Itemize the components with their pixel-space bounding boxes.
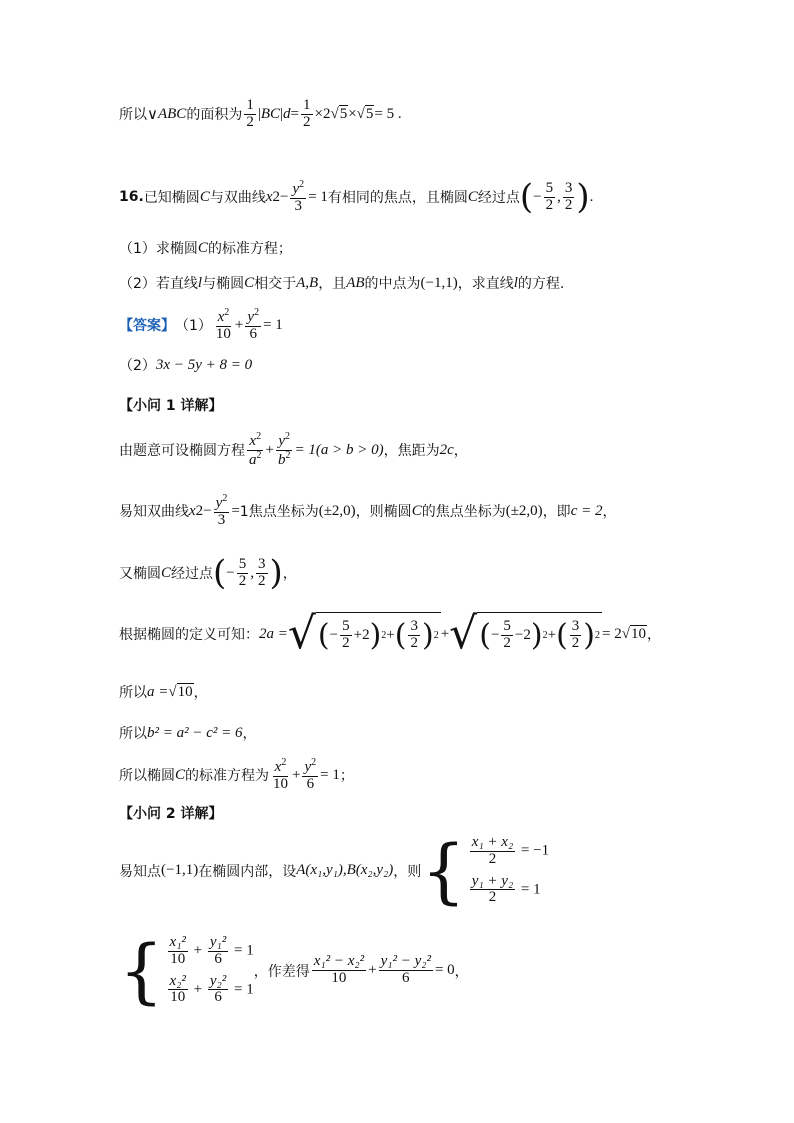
text: 易知双曲线 <box>119 504 189 521</box>
system-of-equations: { $\frac{\text{x₁²}}{10}$ + $\frac{\text{y₁²}}{6}$ = 1 $\frac{\text{x₂²}}{10}$ + $\frac{\text{y₂²}}{6}$ = 1 <box>119 929 254 1012</box>
text: ， <box>242 726 257 742</box>
text: 的焦点坐标为 <box>421 504 506 521</box>
text: = 0 <box>434 962 455 978</box>
text: = <box>290 105 299 122</box>
sub-question-2 <box>119 273 564 293</box>
text: 经过点 <box>477 190 520 207</box>
math-var: 2c <box>439 441 454 458</box>
math-var: l <box>513 274 518 291</box>
detail1-line1: 由题意可设椭圆方程 $\frac{x^2}{a^2}$ + $\frac{y^2}{b^2}$ = 1(a > b > 0) ，焦距为 2c ， <box>119 431 468 468</box>
text: 的标准方程； <box>207 241 292 257</box>
detail1-header <box>119 395 223 415</box>
fraction: $\frac{5}{2}$ <box>238 555 247 589</box>
math-var: A(x₁,y₁),B(x₂,y₂) <box>296 862 394 878</box>
text: （2） <box>119 358 156 374</box>
fraction: $\frac{x^2}{10}$ <box>273 757 289 792</box>
text: 又椭圆 <box>119 566 161 582</box>
math-var: d <box>283 105 291 122</box>
section-header: 【小问 1 详解】 <box>119 398 223 414</box>
fraction: $\frac{y^2}{3}$ <box>215 493 228 528</box>
math-var: C <box>197 239 208 256</box>
text: − <box>280 188 289 205</box>
fraction: $\frac{3}{2}$ <box>564 180 573 213</box>
text: 所以椭圆 <box>119 768 175 785</box>
fraction: $\frac{3}{2}$ <box>258 555 266 589</box>
text: = 1 <box>308 188 328 205</box>
detail2-header <box>119 803 223 823</box>
text: （1） <box>175 318 212 335</box>
text: ， <box>646 627 661 643</box>
abs-bar: | <box>257 105 261 122</box>
text: ，即 <box>542 504 571 521</box>
sub-question-1 <box>119 238 292 258</box>
fraction: $\frac{5}{2}$ <box>545 180 554 213</box>
question-16: 16. 已知椭圆 C 与双曲线 x 2 − $\frac{y^2}{3}$ = 1 有相同的焦点，且椭圆 C 经过点 ( − $\frac{5}{2}$ , $\frac{3}{2}$ ) . <box>119 177 594 218</box>
sqrt-ten: √ 10 <box>168 684 193 700</box>
text: 经过点 <box>171 566 214 582</box>
text: ，且 <box>318 276 347 292</box>
text: 所以 <box>119 726 147 742</box>
paren-open: ( <box>213 553 227 593</box>
text: 有相同的焦点，且椭圆 <box>327 190 468 207</box>
fraction: $\frac{y^2}{6}$ <box>247 307 260 342</box>
math-var: a = <box>147 683 169 700</box>
point: (±2,0) <box>505 502 543 519</box>
text: （2）若直线 <box>119 276 198 292</box>
text: ，求直线 <box>457 276 514 292</box>
detail2-line2: { $\frac{\text{x₁²}}{10}$ + $\frac{\text{y₁²}}{6}$ = 1 $\frac{\text{x₂²}}{10}$ + $\frac{\text{y₂²}}{6}$ = 1 ，作差得 $\frac{\text{x₁² − x₂²}}{10}$ + $\frac{\text{y₁² − y₂²}}{6}$ = 0 ， <box>119 929 469 1012</box>
text: 由题意可设椭圆方程 <box>119 443 245 460</box>
math-var: c = 2 <box>570 502 603 519</box>
text: ，作差得 <box>253 963 310 980</box>
system-of-equations: { $\frac{\text{x₁ + x₂}}{2}$ = −1 $\frac{\text{y₁ + y₂}}{2}$ = 1 <box>421 829 550 912</box>
fraction: $\frac{\text{y₁² − y₂²}}{6}$ <box>380 953 431 986</box>
math-var: BC <box>260 105 281 122</box>
detail1-line3: 又椭圆 C 经过点 ( − $\frac{5}{2}$ , $\frac{3}{2}$ ) ， <box>119 553 297 593</box>
detail1-line6 <box>119 723 257 743</box>
paren-close: ) <box>269 553 283 593</box>
point: (−1,1) <box>420 274 458 291</box>
text: 的面积为 <box>186 107 243 124</box>
text: ， <box>454 963 469 980</box>
sqrt-five: √ 5 <box>330 106 348 123</box>
answer-2 <box>119 355 252 375</box>
text: ， <box>453 443 468 460</box>
detail1-line2: 易知双曲线 x 2 − $\frac{y^2}{3}$ = 1焦点坐标为 (±2,0) ，则椭圆 C 的焦点坐标为 (±2,0) ，即 c = 2 ， <box>119 493 617 528</box>
question-number: 16. <box>119 189 144 206</box>
sqrt-five: √ 5 <box>356 106 374 123</box>
text: − <box>533 188 542 205</box>
text: 的中点为 <box>364 276 421 292</box>
point: (±2,0) <box>318 502 356 519</box>
math-var: l <box>197 274 203 291</box>
area-line <box>119 98 402 131</box>
text: （1）求椭圆 <box>119 241 198 257</box>
text: . <box>589 188 594 205</box>
sqrt-term: √ ( − $\frac{5}{2}$ −2 ) 2 + ( $\frac{3}{2}$ ) 2 <box>449 608 600 659</box>
abs-bar: | <box>280 105 284 122</box>
fraction-half: $\frac{1}{2}$ <box>303 97 311 130</box>
text: 所以 <box>119 685 147 701</box>
fraction: $\frac{y^2}{6}$ <box>304 757 317 792</box>
text: × <box>348 105 357 122</box>
paren-close: ) <box>576 177 590 218</box>
text: 与双曲线 <box>209 190 266 207</box>
math-var: ABC <box>157 105 187 122</box>
answer-tag: 【答案】 <box>119 318 175 335</box>
fraction: $\frac{x^2}{10}$ <box>215 307 231 342</box>
answer-1 <box>119 308 283 343</box>
text: ，则 <box>393 863 422 880</box>
text: = 1 <box>263 316 283 333</box>
math-var: C <box>467 188 478 205</box>
math-var: x <box>265 188 273 205</box>
text: = 5 . <box>374 105 402 122</box>
text: = 2 <box>602 625 622 642</box>
text: ； <box>339 768 354 785</box>
text: , <box>557 188 561 205</box>
text: 已知椭圆 <box>143 190 200 207</box>
detail2-line1 <box>119 829 550 912</box>
math-var: 2a = <box>259 625 288 642</box>
text: 1焦点坐标为 <box>239 504 319 521</box>
text: ， <box>602 504 617 521</box>
text: ×2 <box>314 105 331 122</box>
sqrt-term: √ ( − $\frac{5}{2}$ +2 ) 2 + ( $\frac{3}{2}$ ) 2 <box>287 608 439 659</box>
detail1-line4: 根据椭圆的定义可知： 2a = √ ( − $\frac{5}{2}$ +2 ) 2 + ( $\frac{3}{2}$ ) 2 + √ ( − $\frac{5}{2}$ −2 ) 2 + ( $\frac{3}{2}$ ) 2 = 2 √ 10 ， <box>119 608 661 659</box>
math-var: AB <box>346 274 365 291</box>
text: ， <box>193 685 208 701</box>
text: 的标准方程为 <box>185 768 270 785</box>
text: 的方程. <box>517 276 565 292</box>
text: + <box>234 316 244 333</box>
math-var: b² = a² − c² = 6 <box>147 724 243 741</box>
detail1-line5 <box>119 682 208 702</box>
condition: = 1(a > b > 0) <box>294 441 384 458</box>
text: 所以 <box>119 107 147 124</box>
point: (−1,1) <box>161 862 199 878</box>
fraction: $\frac{y^2}{3}$ <box>292 179 305 214</box>
math-var: C <box>244 274 255 291</box>
fraction: $\frac{\text{x₁² − x₂²}}{10}$ <box>313 953 365 986</box>
text: ， <box>282 566 297 582</box>
fraction: $\frac{y^2}{b^2}$ <box>277 431 291 468</box>
text: 相交于 <box>254 276 297 292</box>
text: 在椭圆内部，设 <box>198 863 297 880</box>
detail1-line7: 所以椭圆 C 的标准方程为 $\frac{x^2}{10}$ + $\frac{y^2}{6}$ = 1 ； <box>119 757 354 792</box>
line-equation: 3x − 5y + 8 = 0 <box>155 356 253 373</box>
text: ，则椭圆 <box>355 504 412 521</box>
text: ，焦距为 <box>383 443 440 460</box>
fraction-half: $\frac{1}{2}$ <box>246 97 254 130</box>
text: 与椭圆 <box>202 276 245 292</box>
paren-open: ( <box>519 177 534 218</box>
math-var: C <box>199 188 210 205</box>
math-var: A,B <box>296 274 319 291</box>
fraction: $\frac{x^2}{a^2}$ <box>249 431 262 468</box>
text: 易知点 <box>119 863 161 880</box>
text: 根据椭圆的定义可知： <box>119 627 259 643</box>
section-header: 【小问 2 详解】 <box>119 806 223 822</box>
sqrt-ten: √ 10 <box>621 626 646 642</box>
triangle-symbol: ∨ <box>147 106 158 123</box>
